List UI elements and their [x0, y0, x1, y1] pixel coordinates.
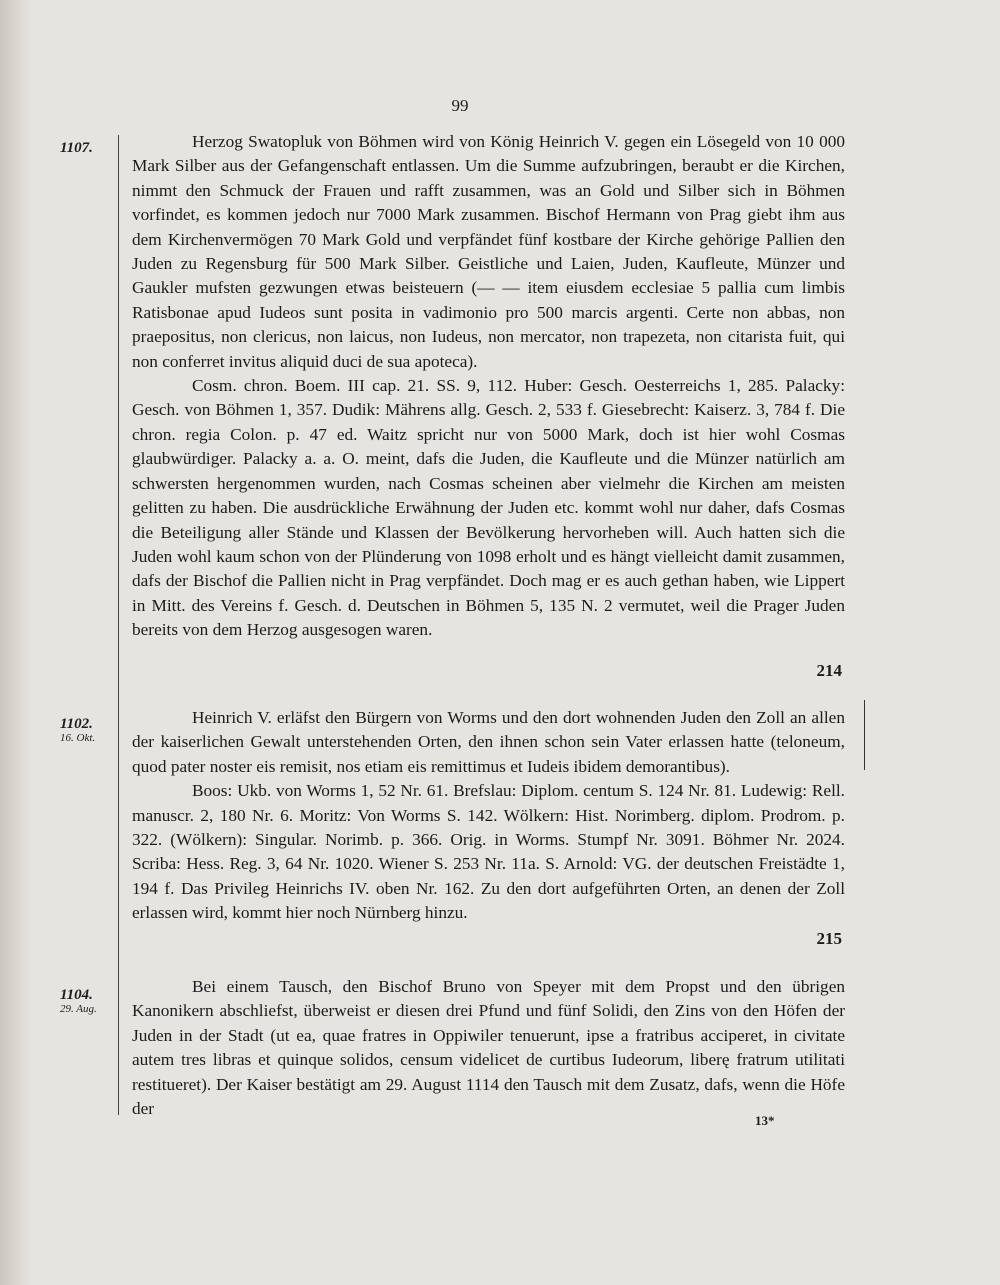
margin-rule [118, 135, 119, 1115]
entry-year: 1102. [60, 716, 93, 732]
entry-paragraph: Bei einem Tausch, den Bischof Bruno von Speyer mit dem Propst und den übrigen Kanonikern abschliefst, überweist er diesen drei Pfund und fünf Solidi, den Zins von den Höfen der Juden in der Stadt (ut ea, quae fratres in Oppiwiler tenuerunt, ipse a fratribus acciperet, in civitate autem tres libras et quinque solidos, censum videlicet de curtibus Iudeorum, liberę fratrum utilitati restitueret). Der Kaiser bestätigt am 29. August 1114 den Tausch mit dem Zusatz, dafs, wenn die Höfe der [132, 977, 845, 1119]
sheet-signature: 13* [755, 1113, 775, 1128]
entry-text [132, 706, 845, 926]
entry-date [60, 716, 118, 744]
entry-text [132, 975, 845, 1121]
entry-number: 215 [816, 929, 842, 948]
entry-paragraph: Cosm. chron. Boem. III cap. 21. SS. 9, 112. Huber: Gesch. Oesterreichs 1, 285. Palacky: Gesch. von Böhmen 1, 357. Dudik: Mährens allg. Gesch. 2, 533 f. Giesebrecht: Kaiserz. 3, 784 f. Die chron. regia Colon. p. 47 ed. Waitz spricht nur von 5000 Mark, doch ist hier wohl Cosmas glaubwürdiger. Palacky a. a. O. meint, dafs die Juden, die Kaufleute und die Münzer natürlich am schwersten hergenommen wurden, nach Cosmas scheinen aber vielmehr die Kirchen am meisten gelitten zu haben. Die ausdrückliche Erwähnung der Juden etc. kommt wohl nur daher, dafs Cosmas die Beteiligung aller Stände und Klassen der Bevölkerung hervorheben will. Auch hatten sich die Juden wohl kaum schon von der Plünderung von 1098 erholt und es hängt vielleicht damit zusammen, dafs der Bischof die Pallien nicht in Prag verpfändet. Doch mag er es auch gethan haben, wie Lippert in Mitt. des Vereins f. Gesch. d. Deutschen in Böhmen 5, 135 N. 2 vermutet, weil die Prager Juden bereits von dem Herzog ausgesogen waren. [132, 376, 845, 640]
page-number: 99 [451, 96, 469, 115]
entry-paragraph: Herzog Swatopluk von Böhmen wird von König Heinrich V. gegen ein Lösegeld von 10 000 Mark Silber aus der Gefangenschaft entlassen. Um die Summe aufzubringen, beraubt er die Kirchen, nimmt den Schmuck der Frauen und rafft zusammen, was an Gold und Silber sich in Böhmen vorfindet, es kommen jedoch nur 7000 Mark zusammen. Bischof Hermann von Prag giebt ihm aus dem Kirchenvermögen 70 Mark Gold und verpfändet fünf kostbare der Kirche gehörige Pallien den Juden zu Regensburg für 500 Mark Silber. Geistliche und Laien, Juden, Kaufleute, Münzer und Gaukler mufsten gezwungen etwas beisteuern (— — item eiusdem ecclesiae 5 pallia cum limbis Ratisbonae apud Iudeos sunt posita in vadimonio pro 500 marcis argenti. Certe non abbas, non praepositus, non clericus, non laicus, non Iudeus, non mercator, non trapezeta, non citarista fuit, qui non conferret invitus aliquid duci de sua apoteca). [132, 132, 845, 371]
entry-text [132, 130, 845, 643]
entry-year: 1104. [60, 987, 93, 1003]
entry-paragraph: Boos: Ukb. von Worms 1, 52 Nr. 61. Brefslau: Diplom. centum S. 124 Nr. 81. Ludewig: Rell. manuscr. 2, 180 Nr. 6. Moritz: Von Worms S. 142. Wölkern: Hist. Norimberg. diplom. Prodrom. p. 322. (Wölkern): Singular. Norimb. p. 366. Orig. in Worms. Stumpf Nr. 3091. Böhmer Nr. 2024. Scriba: Hess. Reg. 3, 64 Nr. 1020. Wiener S. 253 Nr. 11a. S. Arnold: VG. der deutschen Freistädte 1, 194 f. Das Privileg Heinrichs IV. oben Nr. 162. Zu den dort aufgeführten Orten, an denen der Zoll erlassen wird, kommt hier noch Nürnberg hinzu. [132, 781, 845, 923]
entry-day: 29. Aug. [60, 1003, 97, 1015]
margin-mark [858, 700, 865, 770]
entry-number: 214 [816, 661, 842, 680]
entry-year: 1107. [60, 140, 93, 156]
entry-day: 16. Okt. [60, 732, 96, 744]
entry-date [60, 140, 118, 156]
entry-paragraph: Heinrich V. erläfst den Bürgern von Worms und den dort wohnenden Juden den Zoll an allen der kaiserlichen Gewalt unterstehenden Orten, den ihnen schon sein Vater erlassen hatte (teloneum, quod pater noster eis remisit, nos etiam eis remittimus et Iudeis ibidem demorantibus). [132, 708, 845, 776]
entry-date [60, 987, 118, 1015]
scan-shadow [0, 0, 32, 1285]
